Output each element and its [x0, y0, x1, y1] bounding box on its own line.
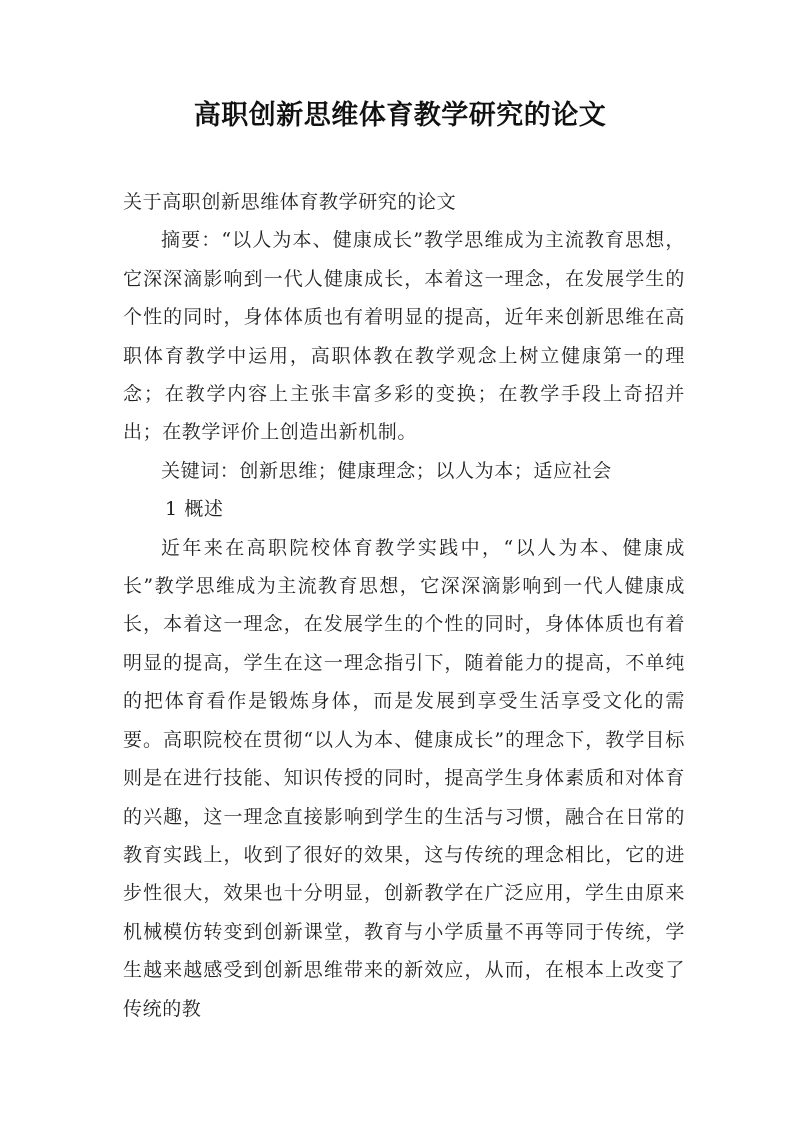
document-body — [123, 183, 685, 1028]
abstract-paragraph: 摘要：“以人为本、健康成长”教学思维成为主流教育思想，它深深滴影响到一代人健康成长，本着这一理念，在发展学生的个性的同时，身体体质也有着明显的提高，近年来创新思维在高职体育教学中运用，高职体教在教学观念上树立健康第一的理念；在教学内容上主张丰富多彩的变换；在教学手段上奇招并出；在教学评价上创造出新机制。 — [123, 229, 685, 444]
section-heading: 1 概述 — [165, 498, 224, 521]
section-paragraph: 近年来在高职院校体育教学实践中，“以人为本、健康成长”教学思维成为主流教育思想，它深深滴影响到一代人健康成长，本着这一理念，在发展学生的个性的同时，身体体质也有着明显的提高，学生在这一理念指引下，随着能力的提高，不单纯的把体育看作是锻炼身体，而是发展到享受生活享受文化的需要。高职院校在贯彻“以人为本、健康成长”的理念下，教学目标则是在进行技能、知识传授的同时，提高学生身体素质和对体育的兴趣，这一理念直接影响到学生的生活与习惯，融合在日常的教育实践上，收到了很好的效果，这与传统的理念相比，它的进步性很大，效果也十分明显，创新教学在广泛应用，学生由原来机械模仿转变到创新课堂，教育与小学质量不再等同于传统，学生越来越感受到创新思维带来的新效应，从而，在根本上改变了传统的教 — [123, 536, 685, 1020]
keywords-line: 关键词：创新思维；健康理念；以人为本；适应社会 — [161, 459, 612, 482]
document-title: 高职创新思维体育教学研究的论文 — [193, 100, 607, 131]
intro-line: 关于高职创新思维体育教学研究的论文 — [123, 191, 457, 213]
